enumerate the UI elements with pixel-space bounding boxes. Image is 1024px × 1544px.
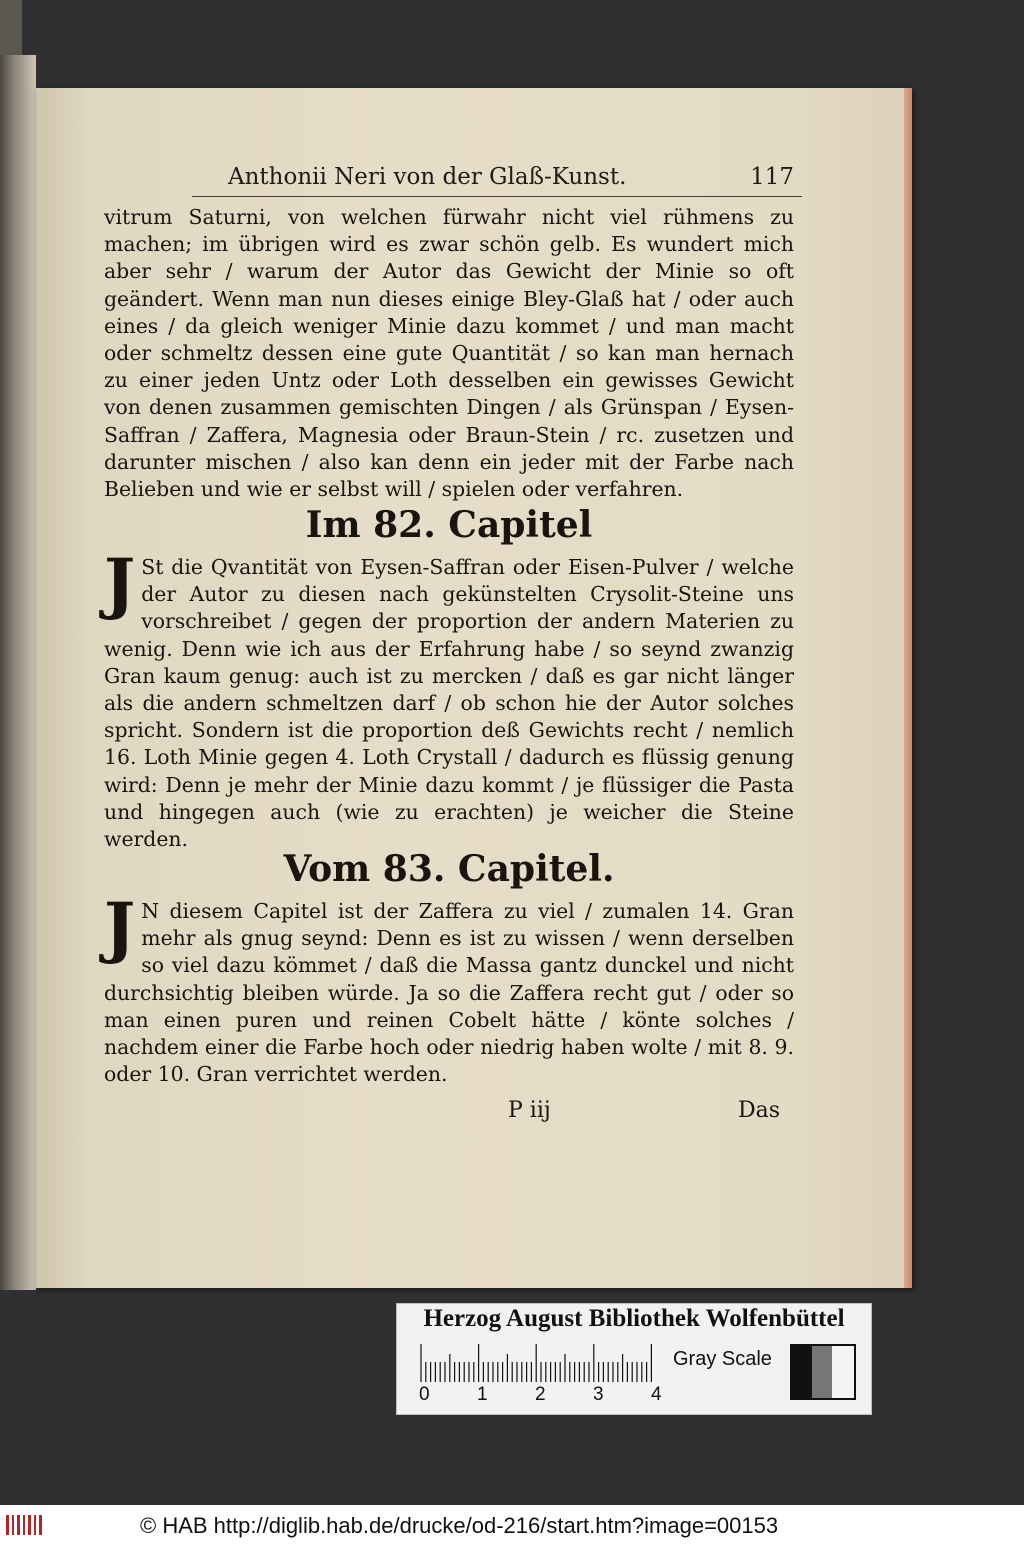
chapter-heading-82: Im 82. Capitel — [305, 504, 593, 546]
ruler-label: 4 — [651, 1384, 662, 1405]
ruler-label: 2 — [535, 1384, 546, 1405]
hab-logo-icon — [6, 1513, 46, 1537]
library-name: Herzog August Bibliothek Wolfenbüttel — [423, 1305, 845, 1332]
paragraph-1-text: vitrum Saturni, von welchen fürwahr nicht viel rühmens zu machen; im übrigen wird es zwar schön gelb. Es wundert mich aber sehr / warum der Autor das Gewicht der Minie so oft geändert. Wenn man nun dieses einige Bley-Glaß hat / oder auch eines / da gleich weniger Minie dazu kommet / und man macht oder schmeltz dessen eine gute Quantität / so kan man hernach zu einer jeden Untz oder Loth desselben ein gewisses Gewicht von denen zusammen gemischten Dingen / als Grünspan / Eysen-Saffran / Zaffera, Magnesia oder Braun-Stein / rc. zusetzen und darunter mischen / also kan denn ein jeder mit der Farbe nach Belieben und wie er selbst will / spielen oder verfahren. — [104, 205, 794, 502]
paragraph-continued — [104, 204, 794, 502]
chapter-heading-83: Vom 83. Capitel. — [283, 848, 615, 890]
dropcap: J — [104, 544, 136, 622]
running-header — [192, 162, 802, 196]
ruler-scale — [419, 1342, 659, 1382]
paragraph-3-text: N diesem Capitel ist der Zaffera zu viel / zumalen 14. Gran mehr als gnug seynd: Denn es ist zu wissen / wenn derselben so viel dazu kömmet / daß die Massa gantz dunckel und nicht durchsichtig bleiben würde. Ja so die Zaffera recht gut / oder so man einen puren und reinen Cobelt hätte / könte solches / nachdem einer die Farbe hoch oder niedrig haben wolte / mit 8. 9. oder 10. Gran verrichtet werden. — [104, 899, 794, 1087]
signature-mark: P iij — [508, 1098, 551, 1123]
ruler-labels — [419, 1384, 679, 1410]
ruler-label: 3 — [593, 1384, 604, 1405]
page-edge — [904, 88, 912, 1288]
page-number: 117 — [750, 164, 794, 190]
bottom-info-bar — [0, 1505, 1024, 1544]
gray-scale-label: Gray Scale — [673, 1348, 772, 1370]
gray-scale-patches — [790, 1344, 856, 1400]
gray-patch-black — [792, 1346, 812, 1398]
library-color-card — [396, 1303, 872, 1415]
catchword: Das — [738, 1098, 781, 1123]
header-rule — [192, 196, 802, 197]
dropcap: J — [104, 888, 136, 966]
book-spine — [0, 55, 36, 1290]
ruler-label: 1 — [477, 1384, 488, 1405]
running-title: Anthonii Neri von der Glaß-Kunst. — [228, 164, 627, 190]
chapter-82-paragraph — [104, 544, 794, 852]
gray-patch-white — [832, 1346, 854, 1398]
copyright-url: © HAB http://diglib.hab.de/drucke/od-216/start.htm?image=00153 — [140, 1513, 779, 1538]
ruler-label: 0 — [419, 1384, 430, 1405]
paragraph-2-text: St die Qvantität von Eysen-Saffran oder Eisen-Pulver / welche der Autor zu diesen nach gekünstelten Crysolit-Steine uns vorschreibet / gegen der proportion der andern Materien zu wenig. Denn wie ich aus der Erfahrung habe / so seynd zwanzig Gran kaum genug: auch ist zu mercken / daß es gar nicht länger als die andern schmeltzen darf / ob schon hie der Autor solches spricht. Sondern ist die proportion deß Gewichts recht / nemlich 16. Loth Minie gegen 4. Loth Crystall / dadurch es flüssig genung wird: Denn je mehr der Minie dazu kommt / je flüssiger die Pasta und hingegen auch (wie zu erachten) je weicher die Steine werden. — [104, 555, 794, 852]
chapter-83-paragraph — [104, 888, 794, 1088]
gray-patch-mid — [812, 1346, 832, 1398]
